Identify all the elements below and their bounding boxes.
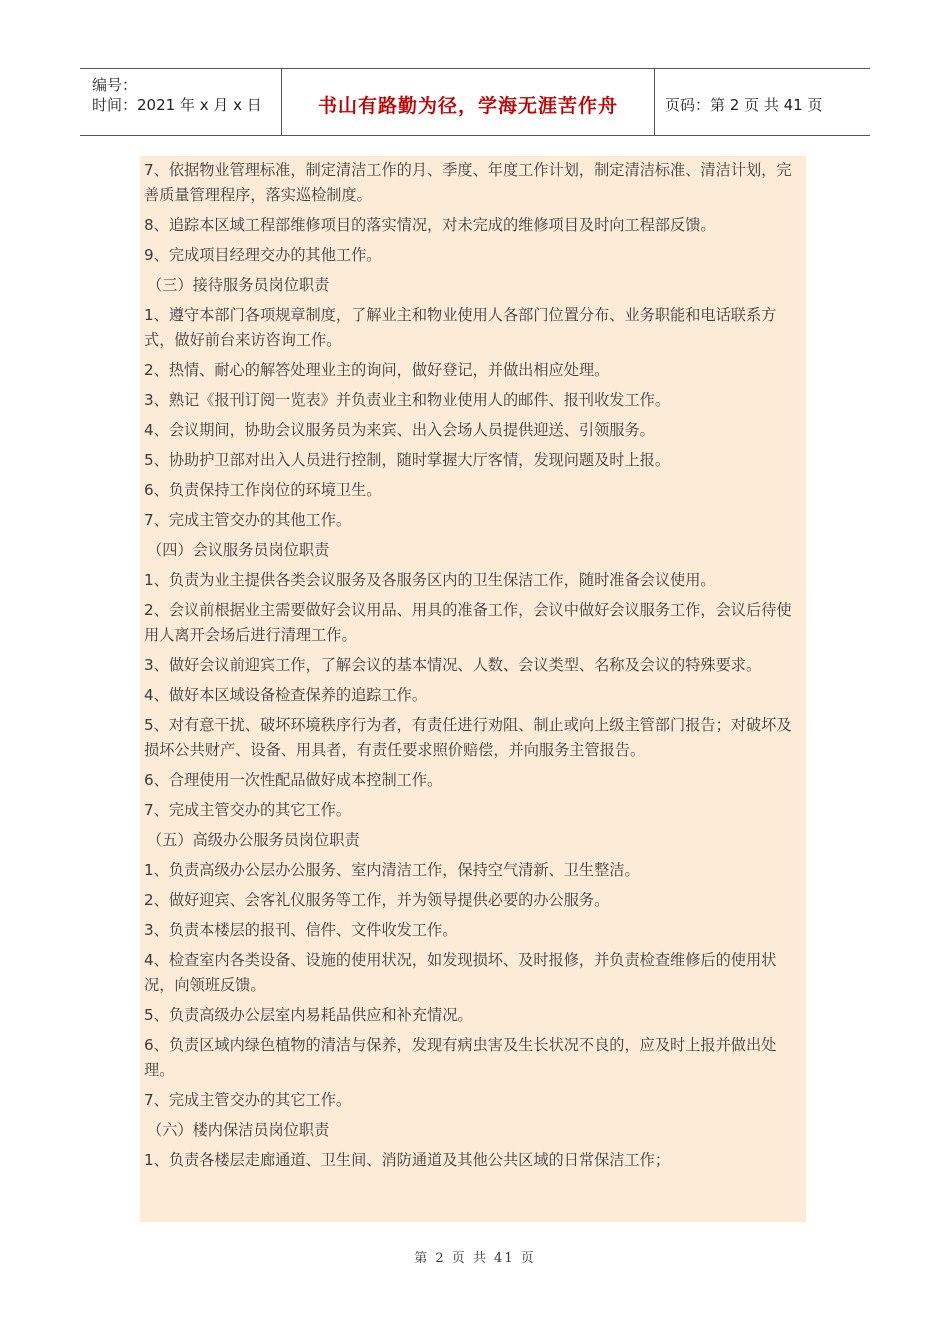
header-page-cell <box>655 69 870 135</box>
paragraph: 4、做好本区域设备检查保养的追踪工作。 <box>144 686 428 704</box>
paragraph: 1、负责高级办公层办公服务、室内清洁工作，保持空气清新、卫生整洁。 <box>144 861 640 879</box>
paragraph: 4、检查室内各类设备、设施的使用状况，如发现损坏、及时报修，并负责检查维修后的使用状况，向领班反馈。 <box>144 951 777 994</box>
paragraph: 7、完成主管交办的其它工作。 <box>144 801 352 819</box>
paragraph: 5、对有意干扰、破坏环境秩序行为者，有责任进行劝阻、制止或向上级主管部门报告；对破坏及损坏公共财产、设备、用具者，有责任要求照价赔偿，并向服务主管报告。 <box>144 716 792 759</box>
paragraph: 6、合理使用一次性配品做好成本控制工作。 <box>144 771 443 789</box>
paragraph: 6、负责区域内绿色植物的清洁与保养，发现有病虫害及生长状况不良的，应及时上报并做出处理。 <box>144 1036 777 1079</box>
paragraph: 3、熟记《报刊订阅一览表》并负责业主和物业使用人的邮件、报刊收发工作。 <box>144 391 671 409</box>
paragraph: 7、完成主管交办的其它工作。 <box>144 1091 352 1109</box>
paragraph: 4、会议期间，协助会议服务员为来宾、出入会场人员提供迎送、引领服务。 <box>144 421 655 439</box>
section-heading: （三）接待服务员岗位职责 <box>147 276 330 294</box>
header-motto: 书山有路勤为径，学海无涯苦作舟 <box>317 95 618 117</box>
header-motto-cell <box>282 69 655 135</box>
paragraph: 5、协助护卫部对出入人员进行控制，随时掌握大厅客情，发现问题及时上报。 <box>144 451 671 469</box>
header-meta-cell <box>80 69 282 135</box>
paragraph: 9、完成项目经理交办的其他工作。 <box>144 246 382 264</box>
paragraph: 1、遵守本部门各项规章制度，了解业主和物业使用人各部门位置分布、业务职能和电话联系方式，做好前台来访咨询工作。 <box>144 306 777 349</box>
paragraph: 3、负责本楼层的报刊、信件、文件收发工作。 <box>144 921 458 939</box>
page-header <box>80 68 870 136</box>
paragraph: 8、追踪本区域工程部维修项目的落实情况，对未完成的维修项目及时向工程部反馈。 <box>144 216 716 234</box>
paragraph: 7、完成主管交办的其他工作。 <box>144 511 352 529</box>
document-body <box>140 156 806 1222</box>
section-heading: （五）高级办公服务员岗位职责 <box>147 831 360 849</box>
paragraph: 5、负责高级办公层室内易耗品供应和补充情况。 <box>144 1006 473 1024</box>
paragraph: 2、热情、耐心的解答处理业主的询问，做好登记，并做出相应处理。 <box>144 361 610 379</box>
paragraph: 2、做好迎宾、会客礼仪服务等工作，并为领导提供必要的办公服务。 <box>144 891 610 909</box>
paragraph: 6、负责保持工作岗位的环境卫生。 <box>144 481 382 499</box>
section-heading: （六）楼内保洁员岗位职责 <box>147 1121 330 1139</box>
paragraph: 3、做好会议前迎宾工作，了解会议的基本情况、人数、会议类型、名称及会议的特殊要求。 <box>144 656 762 674</box>
paragraph: 7、依据物业管理标准，制定清洁工作的月、季度、年度工作计划，制定清洁标准、清洁计划，完善质量管理程序，落实巡检制度。 <box>144 161 792 204</box>
document-number-label: 编号： <box>92 76 138 94</box>
document-time-label: 时间：2021 年 x 月 x 日 <box>92 96 262 114</box>
section-heading: （四）会议服务员岗位职责 <box>147 541 330 559</box>
header-page-info: 页码：第 2 页 共 41 页 <box>665 96 823 114</box>
paragraph: 2、会议前根据业主需要做好会议用品、用具的准备工作，会议中做好会议服务工作，会议后待使用人离开会场后进行清理工作。 <box>144 601 792 644</box>
paragraph: 1、负责为业主提供各类会议服务及各服务区内的卫生保洁工作，随时准备会议使用。 <box>144 571 716 589</box>
page-footer: 第 2 页 共 41 页 <box>414 1251 536 1266</box>
paragraph: 1、负责各楼层走廊通道、卫生间、消防通道及其他公共区域的日常保洁工作； <box>144 1151 671 1169</box>
